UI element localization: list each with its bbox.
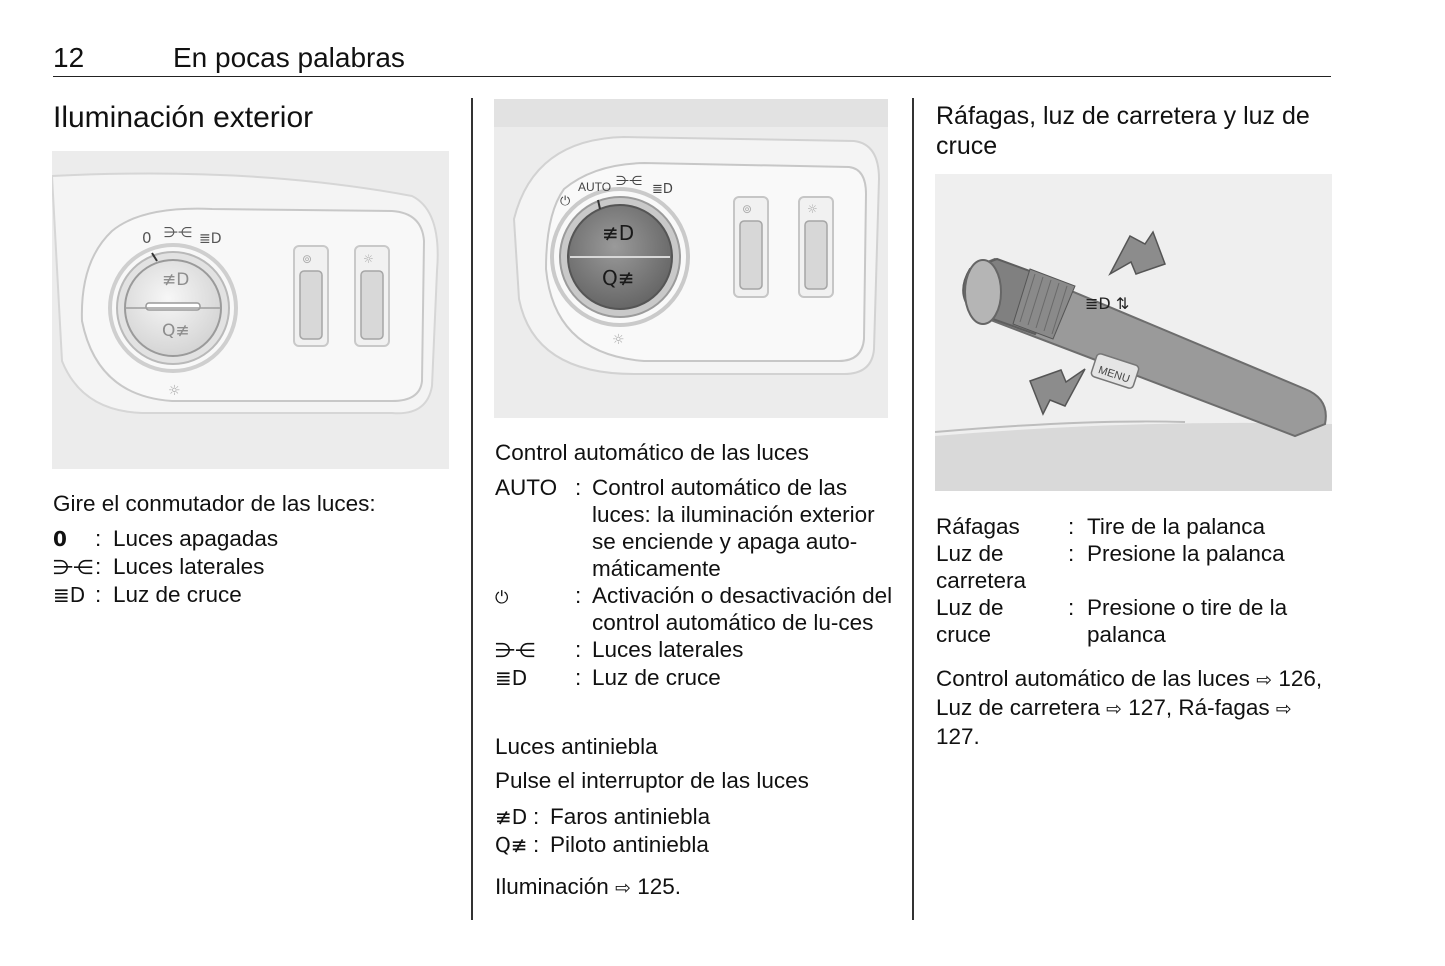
svg-text:⋺⋲: ⋺⋲ — [616, 174, 642, 189]
light-modes-list — [53, 525, 453, 609]
list-item: 0 : Luces apagadas — [53, 525, 453, 553]
svg-text:☼: ☼ — [363, 252, 374, 266]
item-term: Ráfagas — [936, 514, 1020, 539]
arrow-icon: ⇨ — [615, 877, 631, 899]
item-text: Control automático de las luces: la iluminación exterior se enciende y apaga auto-máticamente — [592, 475, 875, 581]
auto-label: AUTO — [578, 180, 612, 194]
svg-text:≢D: ≢D — [602, 221, 635, 245]
arrow-icon: ⇨ — [1256, 669, 1273, 691]
column-divider — [912, 98, 914, 920]
list-item: ⏻ : Activación o desactivación del control automático de lu-ces — [495, 582, 895, 636]
item-text: Faros antiniebla — [550, 804, 711, 829]
item-term: Luz de carretera — [936, 541, 1027, 593]
cross-reference — [495, 873, 681, 902]
section-heading: Control automático de las luces — [495, 440, 809, 465]
auto-light-list — [495, 474, 895, 692]
item-text: Tire de la palanca — [1087, 514, 1266, 539]
auto-light-switch-figure — [494, 99, 888, 418]
item-text: Presione la palanca — [1087, 541, 1285, 566]
chapter-title: En pocas palabras — [173, 42, 405, 73]
low-beam-icon: ≣D — [495, 666, 528, 690]
svg-text:Q≢: Q≢ — [602, 266, 635, 290]
front-fog-icon: ≢D — [495, 805, 528, 829]
menu-label: MENU — [1096, 364, 1132, 386]
svg-text:⊚: ⊚ — [742, 202, 753, 216]
item-text: Luz de cruce — [113, 582, 242, 607]
ref-page[interactable]: 125. — [637, 874, 682, 899]
svg-text:☼: ☼ — [807, 202, 818, 216]
item-text: Luz de cruce — [592, 665, 721, 690]
lever-functions-list — [936, 513, 1336, 648]
arrow-icon: ⇨ — [1275, 698, 1292, 720]
fog-list — [495, 803, 895, 859]
fog-heading: Luces antiniebla — [495, 734, 658, 759]
ref-link[interactable]: 127. — [936, 724, 980, 749]
svg-text:≣D ⇅: ≣D ⇅ — [1085, 294, 1130, 313]
item-text: Piloto antiniebla — [550, 832, 709, 857]
svg-text:≣D: ≣D — [652, 182, 673, 197]
svg-text:☼: ☼ — [168, 383, 181, 399]
list-item: Luz de carretera : Presione la palanca — [936, 540, 1336, 594]
list-item: ≢D : Faros antiniebla — [495, 803, 895, 831]
ref-text: Control automático de las luces — [936, 666, 1250, 691]
svg-text:Q≢: Q≢ — [162, 321, 190, 341]
intro-text: Gire el conmutador de las luces: — [53, 491, 376, 516]
list-item: ⋺⋲ : Luces laterales — [53, 553, 453, 581]
page-header — [53, 40, 1331, 77]
ref-link[interactable]: 126, Luz de carretera — [936, 666, 1323, 720]
cross-references — [936, 665, 1326, 750]
item-text: Luces laterales — [113, 554, 265, 579]
low-beam-icon: ≣D — [53, 583, 86, 607]
list-item: ≣D : Luz de cruce — [495, 664, 895, 692]
svg-text:☼: ☼ — [612, 332, 625, 348]
list-item: AUTO : Control automático de las luces: la iluminación exterior se enciende y apaga auto-máticamente — [495, 474, 895, 582]
column-divider — [471, 98, 473, 920]
power-icon: ⏻ — [495, 588, 509, 608]
section-title: Ráfagas, luz de carretera y luz de cruce — [936, 102, 1310, 160]
section-title: Iluminación exterior — [53, 101, 314, 134]
light-switch-figure — [52, 151, 449, 469]
off-icon: 0 — [53, 527, 67, 551]
svg-text:⏻: ⏻ — [560, 194, 571, 209]
item-term: Luz de cruce — [936, 595, 1004, 647]
fog-intro: Pulse el interruptor de las luces — [495, 768, 809, 793]
item-text: Activación o desactivación del control automático de lu-ces — [592, 583, 893, 635]
list-item: Luz de cruce : Presione o tire de la palanca — [936, 594, 1336, 648]
svg-text:0: 0 — [142, 229, 152, 247]
lever-figure — [935, 174, 1332, 491]
list-item: Q≢ : Piloto antiniebla — [495, 831, 895, 859]
page-number: 12 — [53, 42, 85, 73]
svg-text:⋺⋲: ⋺⋲ — [164, 225, 192, 241]
item-text: Presione o tire de la palanca — [1087, 595, 1288, 647]
item-text: Luces apagadas — [113, 526, 279, 551]
list-item: ⋺⋲ : Luces laterales — [495, 636, 895, 664]
item-term: AUTO — [495, 475, 558, 500]
item-text: Luces laterales — [592, 637, 744, 662]
list-item: ≣D : Luz de cruce — [53, 581, 453, 609]
svg-text:⊚: ⊚ — [302, 252, 313, 266]
side-lights-icon: ⋺⋲ — [495, 638, 535, 662]
ref-text: Iluminación — [495, 874, 609, 899]
svg-text:≣D: ≣D — [199, 231, 222, 247]
arrow-icon: ⇨ — [1106, 698, 1123, 720]
side-lights-icon: ⋺⋲ — [53, 555, 93, 579]
ref-link[interactable]: 127, Rá-fagas — [1128, 695, 1270, 720]
rear-fog-icon: Q≢ — [495, 833, 528, 857]
svg-text:≢D: ≢D — [162, 270, 190, 290]
list-item: Ráfagas : Tire de la palanca — [936, 513, 1336, 540]
